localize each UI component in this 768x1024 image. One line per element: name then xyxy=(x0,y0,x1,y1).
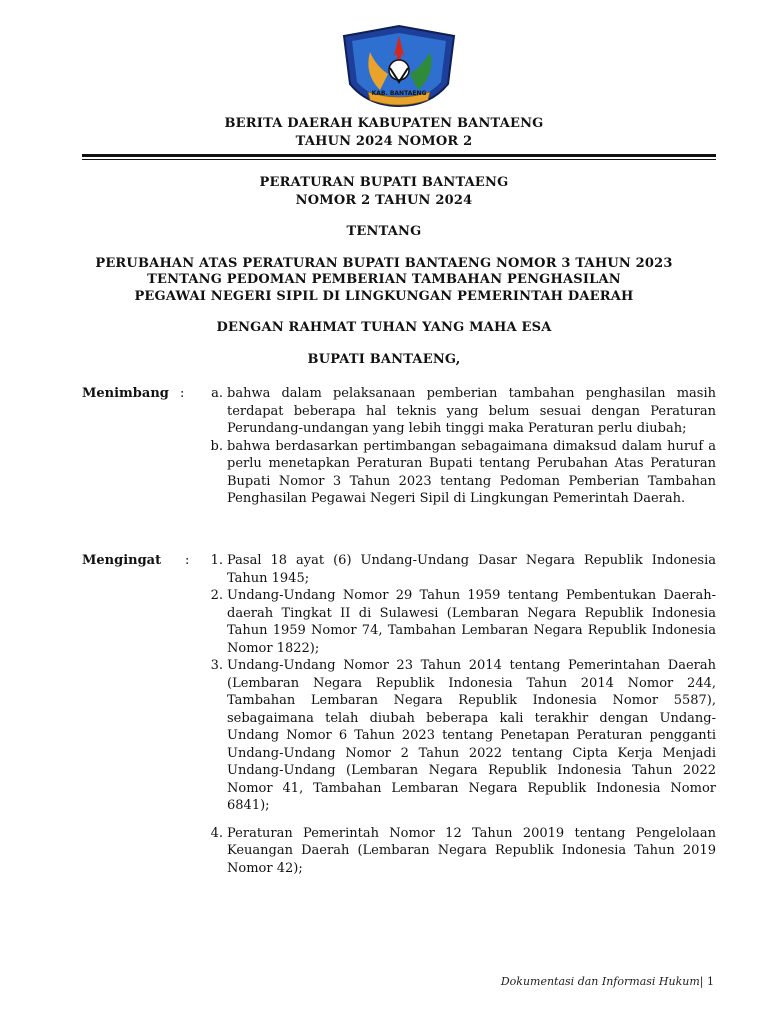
subject-line-2: TENTANG PEDOMAN PEMBERIAN TAMBAHAN PENGHASILAN xyxy=(147,272,621,287)
page-number: 1 xyxy=(707,975,714,988)
regulation-title: PERATURAN BUPATI BANTAENG xyxy=(259,175,509,190)
rahmat-line: DENGAN RAHMAT TUHAN YANG MAHA ESA xyxy=(216,320,552,335)
menimbang-section xyxy=(82,385,716,508)
mengingat-item-4 xyxy=(210,825,716,878)
gazette-year-number: TAHUN 2024 NOMOR 2 xyxy=(295,134,473,149)
item-text: Undang-Undang Nomor 23 Tahun 2014 tentang Pemerintahan Daerah (Lembaran Negara Republik Indonesia Tahun 2014 Nomor 244, Tambahan Lembaran Negara Republik Indonesia Nomor 5587), sebagaimana telah diubah beberapa kali terakhir dengan Undang-Undang Nomor 6 Tahun 2023 tentang Penetapan Peraturan pengganti Undang-Undang Nomor 2 Tahun 2022 tentang Cipta Kerja Menjadi Undang-Undang (Lembaran Negara Republik Indonesia Tahun 2022 Nomor 41, Tambahan Lembaran Negara Republik Indonesia Nomor 6841); xyxy=(227,658,716,813)
emblem-caption: KAB. BANTAENG xyxy=(371,90,427,97)
subject-line-1: PERUBAHAN ATAS PERATURAN BUPATI BANTAENG NOMOR 3 TAHUN 2023 xyxy=(95,256,673,271)
item-number: 4. xyxy=(210,825,223,841)
item-text: bahwa dalam pelaksanaan pemberian tambahan penghasilan masih terdapat beberapa hal teknis yang belum sesuai dengan Peraturan Perundang-undangan yang lebih tinggi maka Peraturan perlu diubah; xyxy=(227,386,716,436)
footer-text: Dokumentasi dan Informasi Hukum xyxy=(500,975,700,988)
header-rule-thick xyxy=(82,154,716,157)
menimbang-label: Menimbang xyxy=(82,386,169,401)
tentang-heading: TENTANG xyxy=(346,224,422,239)
item-number: 1. xyxy=(210,553,223,568)
bupati-line: BUPATI BANTAENG, xyxy=(307,352,461,367)
menimbang-item-b xyxy=(210,438,716,508)
gazette-title: BERITA DAERAH KABUPATEN BANTAENG xyxy=(224,116,544,131)
regulation-number: NOMOR 2 TAHUN 2024 xyxy=(295,193,473,208)
item-text: bahwa berdasarkan pertimbangan sebagaimana dimaksud dalam huruf a perlu menetapkan Peraturan Bupati tentang Perubahan Atas Peraturan Bupati Nomor 3 Tahun 2023 tentang Pedoman Pemberian Tambahan Penghasilan Pegawai Negeri Sipil di Lingkungan Pemerintah Daerah. xyxy=(227,438,716,506)
subject-line-3: PEGAWAI NEGERI SIPIL DI LINGKUNGAN PEMERINTAH DAERAH xyxy=(134,289,634,304)
item-number: b. xyxy=(210,438,223,454)
item-number: 3. xyxy=(210,658,223,673)
menimbang-item-a xyxy=(211,385,716,438)
item-text: Pasal 18 ayat (6) Undang-Undang Dasar Negara Republik Indonesia Tahun 1945; xyxy=(227,553,716,586)
mengingat-item-2 xyxy=(210,587,716,657)
item-text: Undang-Undang Nomor 29 Tahun 1959 tentang Pembentukan Daerah-daerah Tingkat II di Sulawesi (Lembaran Negara Republik Indonesia Tahun 1959 Nomor 74, Tambahan Lembaran Negara Republik Indonesia Nomor 1822); xyxy=(227,588,716,656)
item-number: 2. xyxy=(210,588,223,603)
mengingat-item-3 xyxy=(210,657,716,815)
item-text: Peraturan Pemerintah Nomor 12 Tahun 20019 tentang Pengelolaan Keuangan Daerah (Lembaran Negara Republik Indonesia Tahun 2019 Nomor 42); xyxy=(227,825,716,876)
mengingat-colon: : xyxy=(185,553,190,568)
header-rule-thin xyxy=(82,159,716,160)
item-number: a. xyxy=(211,386,223,401)
kabupaten-bantaeng-emblem xyxy=(340,22,458,108)
footer-separator: | xyxy=(699,975,704,988)
page-footer xyxy=(501,975,714,988)
menimbang-colon: : xyxy=(180,386,185,401)
mengingat-label: Mengingat xyxy=(82,553,162,568)
mengingat-item-1 xyxy=(210,552,716,587)
mengingat-section xyxy=(82,552,716,877)
